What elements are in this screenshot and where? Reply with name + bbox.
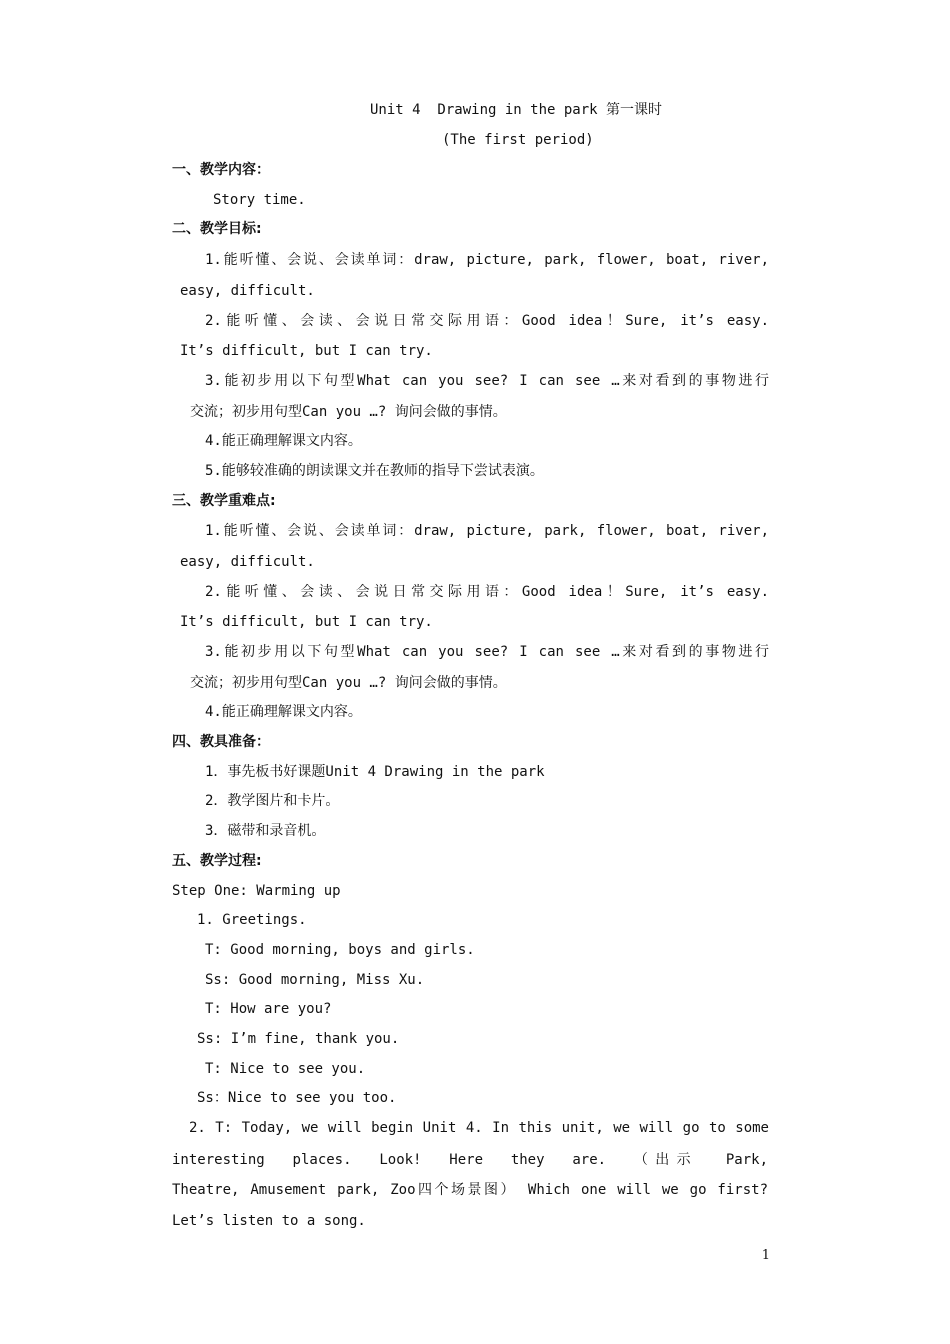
dialogue-line: T: Nice to see you.	[205, 1061, 366, 1077]
section-heading-content: 一、教学内容：	[172, 162, 270, 178]
material-item: 2．教学图片和卡片。	[205, 793, 340, 809]
document-subtitle: (The first period)	[442, 132, 594, 148]
objective-line: 1.能听懂、会说、会读单词：draw, picture, park, flower, boat, river,	[205, 252, 769, 268]
paragraph-line: Theatre, Amusement park, Zoo四个场景图） Which one will we go first?	[172, 1182, 768, 1198]
dialogue-line: Ss: Good morning, Miss Xu.	[205, 972, 425, 988]
objective-line: It’s difficult, but I can try.	[180, 343, 433, 359]
greetings-label: 1. Greetings.	[197, 912, 307, 928]
key-point-line: 1.能听懂、会说、会读单词：draw, picture, park, flower, boat, river,	[205, 523, 769, 539]
step-title: Step One: Warming up	[172, 883, 341, 899]
section-heading-process: 五、教学过程:	[172, 853, 262, 869]
objective-line: 5.能够较准确的朗读课文并在教师的指导下尝试表演。	[205, 463, 544, 479]
dialogue-line: T: How are you?	[205, 1001, 332, 1017]
key-point-line: 交流；初步用句型Can you …? 询问会做的事情。	[190, 675, 507, 691]
section-heading-key-points: 三、教学重难点:	[172, 493, 276, 509]
key-point-line: easy, difficult.	[180, 554, 315, 570]
material-item: 1．事先板书好课题Unit 4 Drawing in the park	[205, 764, 545, 780]
material-item: 3．磁带和录音机。	[205, 823, 326, 839]
objective-line: 交流；初步用句型Can you …? 询问会做的事情。	[190, 404, 507, 420]
paragraph-line: interesting places. Look! Here they are. （出示 Park,	[172, 1152, 768, 1168]
objective-line: 2.能听懂、会读、会说日常交际用语：Good idea！Sure, it’s easy.	[205, 313, 769, 329]
dialogue-line: Ss: I’m fine, thank you.	[197, 1031, 400, 1047]
objective-line: 3.能初步用以下句型What can you see? I can see …来对看到的事物进行	[205, 373, 769, 389]
content-text: Story time.	[213, 192, 306, 208]
dialogue-line: T: Good morning, boys and girls.	[205, 942, 475, 958]
paragraph-line: 2. T: Today, we will begin Unit 4. In this unit, we will go to some	[189, 1120, 769, 1136]
key-point-line: 4.能正确理解课文内容。	[205, 704, 362, 720]
paragraph-line: Let’s listen to a song.	[172, 1213, 366, 1229]
document-title: Unit 4 Drawing in the park 第一课时	[370, 102, 663, 118]
section-heading-materials: 四、教具准备：	[172, 734, 270, 750]
objective-line: 4.能正确理解课文内容。	[205, 433, 362, 449]
key-point-line: 3.能初步用以下句型What can you see? I can see …来对看到的事物进行	[205, 644, 769, 660]
page-number: 1	[761, 1248, 770, 1263]
objective-line: easy, difficult.	[180, 283, 315, 299]
dialogue-line: Ss：Nice to see you too.	[197, 1090, 397, 1106]
key-point-line: 2.能听懂、会读、会说日常交际用语：Good idea！Sure, it’s easy.	[205, 584, 769, 600]
section-heading-objectives: 二、教学目标:	[172, 221, 262, 237]
key-point-line: It’s difficult, but I can try.	[180, 614, 433, 630]
